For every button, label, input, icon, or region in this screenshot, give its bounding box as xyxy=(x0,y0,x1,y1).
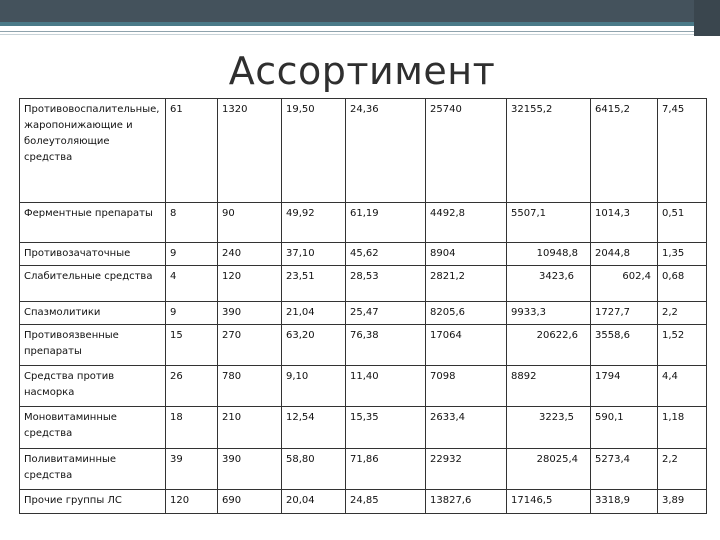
table-cell: 17146,5 xyxy=(507,490,591,514)
table-cell: 3223,5 xyxy=(507,407,591,449)
table-cell: 19,50 xyxy=(282,99,346,203)
table-cell: 3318,9 xyxy=(591,490,658,514)
table-cell: 12,54 xyxy=(282,407,346,449)
table-cell: 5507,1 xyxy=(507,203,591,243)
table-cell: 8 xyxy=(166,203,218,243)
assortment-table xyxy=(19,98,707,514)
table-cell: 120 xyxy=(166,490,218,514)
table-cell: 2044,8 xyxy=(591,243,658,266)
table-cell: 24,36 xyxy=(346,99,426,203)
slide-title-text: Ассортимент xyxy=(228,49,496,93)
table-cell: 61,19 xyxy=(346,203,426,243)
row-name-cell: Поливитаминные средства xyxy=(20,449,166,490)
row-name-cell: Моновитаминные средства xyxy=(20,407,166,449)
table-cell: 13827,6 xyxy=(426,490,507,514)
table-cell: 28025,4 xyxy=(507,449,591,490)
row-name-cell: Слабительные средства xyxy=(20,266,166,302)
table-row xyxy=(20,203,707,243)
table-cell: 9 xyxy=(166,243,218,266)
table-cell: 25740 xyxy=(426,99,507,203)
table-cell: 23,51 xyxy=(282,266,346,302)
table-cell: 120 xyxy=(218,266,282,302)
table-cell: 1,52 xyxy=(658,325,707,366)
header-accent-stripe xyxy=(0,22,720,26)
table-row xyxy=(20,99,707,203)
row-name-cell: Противоязвенные препараты xyxy=(20,325,166,366)
table-cell: 11,40 xyxy=(346,366,426,407)
table-cell: 7,45 xyxy=(658,99,707,203)
table-cell: 590,1 xyxy=(591,407,658,449)
row-name-cell: Противовоспалительные, жаропонижающие и болеутоляющие средства xyxy=(20,99,166,203)
table-cell: 17064 xyxy=(426,325,507,366)
table-cell: 15,35 xyxy=(346,407,426,449)
table-cell: 32155,2 xyxy=(507,99,591,203)
table-cell: 18 xyxy=(166,407,218,449)
table-cell: 20,04 xyxy=(282,490,346,514)
table-cell: 26 xyxy=(166,366,218,407)
table-cell: 10948,8 xyxy=(507,243,591,266)
table-cell: 6415,2 xyxy=(591,99,658,203)
row-name-cell: Противозачаточные xyxy=(20,243,166,266)
header-corner-block xyxy=(694,0,720,36)
table-cell: 39 xyxy=(166,449,218,490)
table-cell: 4492,8 xyxy=(426,203,507,243)
table-cell: 5273,4 xyxy=(591,449,658,490)
table-row xyxy=(20,325,707,366)
table-cell: 270 xyxy=(218,325,282,366)
table-cell: 8892 xyxy=(507,366,591,407)
table-cell: 9,10 xyxy=(282,366,346,407)
slide-title xyxy=(0,49,720,93)
table-cell: 7098 xyxy=(426,366,507,407)
table-cell: 210 xyxy=(218,407,282,449)
table-cell: 90 xyxy=(218,203,282,243)
table-cell: 3558,6 xyxy=(591,325,658,366)
row-name-cell: Средства против насморка xyxy=(20,366,166,407)
table-cell: 1014,3 xyxy=(591,203,658,243)
table-cell: 0,51 xyxy=(658,203,707,243)
table-cell: 8904 xyxy=(426,243,507,266)
row-name-cell: Прочие группы ЛС xyxy=(20,490,166,514)
table-cell: 2821,2 xyxy=(426,266,507,302)
header-rule-lower xyxy=(0,34,720,35)
table-cell: 1320 xyxy=(218,99,282,203)
table-cell: 37,10 xyxy=(282,243,346,266)
table-cell: 390 xyxy=(218,302,282,325)
table-cell: 9 xyxy=(166,302,218,325)
table-row xyxy=(20,243,707,266)
table-cell: 63,20 xyxy=(282,325,346,366)
table-cell: 3423,6 xyxy=(507,266,591,302)
table-cell: 602,4 xyxy=(591,266,658,302)
table-cell: 4 xyxy=(166,266,218,302)
table-row xyxy=(20,490,707,514)
table-cell: 24,85 xyxy=(346,490,426,514)
table-cell: 2,2 xyxy=(658,449,707,490)
table-cell: 28,53 xyxy=(346,266,426,302)
header-rule-upper xyxy=(0,31,720,32)
table-cell: 1,35 xyxy=(658,243,707,266)
row-name-cell: Спазмолитики xyxy=(20,302,166,325)
table-cell: 1794 xyxy=(591,366,658,407)
table-row xyxy=(20,407,707,449)
header-dark-stripe xyxy=(0,0,720,22)
table-cell: 9933,3 xyxy=(507,302,591,325)
table-cell: 20622,6 xyxy=(507,325,591,366)
table-cell: 780 xyxy=(218,366,282,407)
table-cell: 21,04 xyxy=(282,302,346,325)
table-cell: 49,92 xyxy=(282,203,346,243)
table-cell: 58,80 xyxy=(282,449,346,490)
table-cell: 0,68 xyxy=(658,266,707,302)
table-cell: 690 xyxy=(218,490,282,514)
table-cell: 61 xyxy=(166,99,218,203)
slide-header-band xyxy=(0,0,720,36)
table-row xyxy=(20,302,707,325)
table-row xyxy=(20,266,707,302)
table-cell: 71,86 xyxy=(346,449,426,490)
table-row xyxy=(20,366,707,407)
table-cell: 25,47 xyxy=(346,302,426,325)
table-cell: 1,18 xyxy=(658,407,707,449)
table-cell: 45,62 xyxy=(346,243,426,266)
table-cell: 1727,7 xyxy=(591,302,658,325)
table-cell: 3,89 xyxy=(658,490,707,514)
table-cell: 4,4 xyxy=(658,366,707,407)
table-cell: 8205,6 xyxy=(426,302,507,325)
table-cell: 76,38 xyxy=(346,325,426,366)
table-cell: 390 xyxy=(218,449,282,490)
table-cell: 240 xyxy=(218,243,282,266)
table-cell: 2,2 xyxy=(658,302,707,325)
table-cell: 15 xyxy=(166,325,218,366)
row-name-cell: Ферментные препараты xyxy=(20,203,166,243)
table-row xyxy=(20,449,707,490)
table-cell: 2633,4 xyxy=(426,407,507,449)
table-cell: 22932 xyxy=(426,449,507,490)
